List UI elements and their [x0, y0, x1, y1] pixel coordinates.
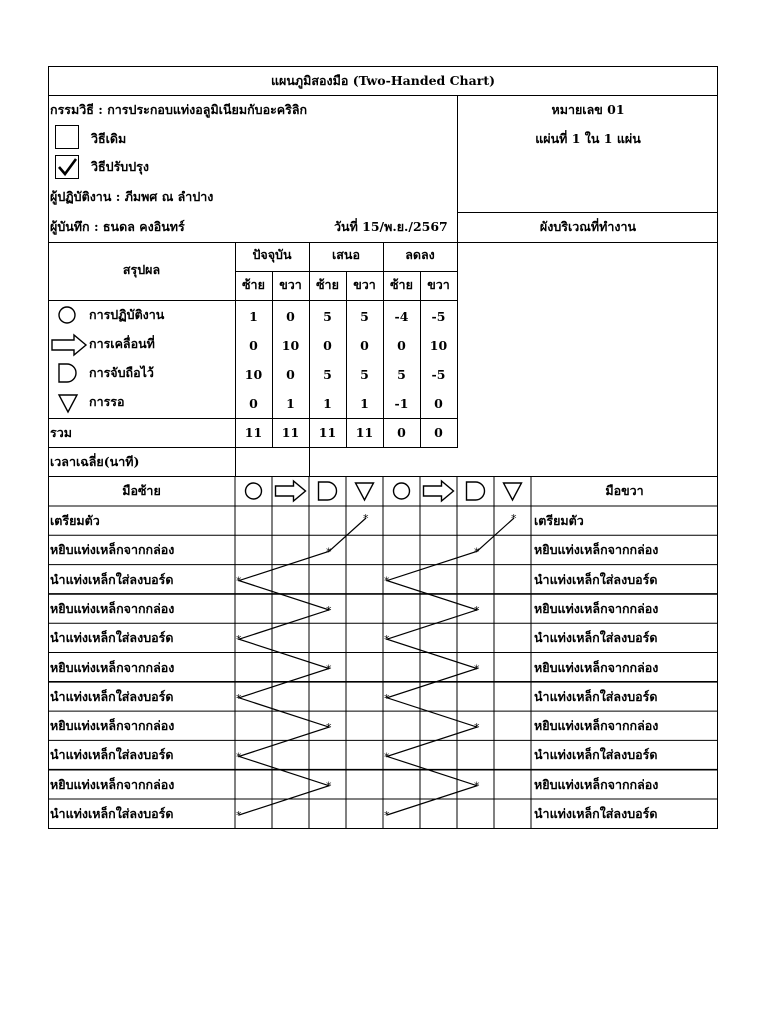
left-hand-activity: หยิบแท่งเหล็กจากกล่อง: [50, 659, 175, 675]
group-current: ปัจจุบัน: [252, 247, 292, 262]
right-hand-activity: หยิบแท่งเหล็กจากกล่อง: [534, 659, 659, 675]
left-hand-activity: เตรียมตัว: [50, 513, 100, 528]
point-marker: *: [326, 721, 332, 735]
summary-value: 10: [244, 367, 263, 382]
delay-label: การรอ: [89, 394, 125, 409]
point-marker: *: [474, 779, 480, 793]
right-hand-activity: หยิบแท่งเหล็กจากกล่อง: [534, 542, 659, 558]
right-hand-activity: นำแท่งเหล็กใส่ลงบอร์ด: [534, 571, 658, 587]
right-hand-header: มือขวา: [605, 483, 644, 498]
right-hand-activity: หยิบแท่งเหล็กจากกล่อง: [534, 718, 659, 734]
point-marker: *: [326, 662, 332, 676]
col-right-1: ขวา: [279, 277, 302, 292]
summary-value: 0: [434, 396, 443, 411]
summary-value: 5: [323, 309, 332, 324]
col-left-3: ซ้าย: [390, 277, 413, 292]
summary-value: 0: [397, 338, 406, 353]
right-hand-activity: นำแท่งเหล็กใส่ลงบอร์ด: [534, 747, 658, 763]
summary-value: -4: [394, 309, 409, 324]
col-left-2: ซ้าย: [316, 277, 339, 292]
hold-label: การจับถือไว้: [89, 365, 154, 380]
summary-value: 11: [281, 425, 300, 440]
point-marker: *: [326, 603, 332, 617]
left-hand-activity: นำแท่งเหล็กใส่ลงบอร์ด: [50, 806, 174, 821]
left-hand-activity: นำแท่งเหล็กใส่ลงบอร์ด: [50, 571, 174, 587]
summary-value: -5: [431, 309, 446, 324]
group-proposed: เสนอ: [332, 247, 360, 262]
point-marker: *: [363, 512, 369, 525]
right-hand-motion-path: [384, 512, 517, 822]
arrow-right-icon: [424, 481, 454, 501]
left-hand-activity: หยิบแท่งเหล็กจากกล่อง: [50, 776, 175, 792]
summary-value: 5: [397, 367, 406, 382]
transport-label: การเคลื่อนที่: [89, 336, 155, 351]
summary-value: 11: [318, 425, 337, 440]
summary-value: 11: [244, 425, 263, 440]
recorder-label: ผู้บันทึก : ธนดล คงอินทร์: [50, 219, 185, 234]
total-label: รวม: [50, 425, 72, 440]
operation-label: การปฏิบัติงาน: [89, 307, 165, 322]
summary-value: 0: [249, 396, 258, 411]
method-label: กรรมวิธี : การประกอบแท่งอลูมิเนียมกับอะคริลิก: [50, 102, 308, 117]
point-marker: *: [511, 512, 517, 525]
triangle-down-icon: [356, 483, 374, 500]
circle-icon: [394, 483, 410, 499]
summary-value: 0: [249, 338, 258, 353]
left-hand-activity: นำแท่งเหล็กใส่ลงบอร์ด: [50, 688, 174, 704]
left-hand-activity: หยิบแท่งเหล็กจากกล่อง: [50, 600, 175, 616]
date-label: วันที่ 15/พ.ย./2567: [334, 219, 448, 234]
col-left-1: ซ้าย: [242, 277, 265, 292]
point-marker: *: [236, 633, 242, 647]
point-marker: *: [326, 779, 332, 793]
summary-value: 0: [286, 309, 295, 324]
new-method-label: วิธีปรับปรุง: [91, 159, 149, 174]
hold-d-icon: [319, 482, 337, 500]
summary-value: 0: [397, 425, 406, 440]
summary-value: 5: [360, 309, 369, 324]
operator-label: ผู้ปฏิบัติงาน : ภีมพศ ณ ลำปาง: [50, 189, 214, 204]
summary-value: 11: [355, 425, 374, 440]
point-marker: *: [384, 574, 390, 588]
chart-number: หมายเลข 01: [551, 102, 625, 117]
point-marker: *: [384, 633, 390, 647]
summary-value: 1: [249, 309, 258, 324]
point-marker: *: [474, 603, 480, 617]
summary-value: 1: [323, 396, 332, 411]
right-hand-activity: นำแท่งเหล็กใส่ลงบอร์ด: [534, 630, 658, 646]
right-hand-activity: นำแท่งเหล็กใส่ลงบอร์ด: [534, 688, 658, 704]
summary-value: 10: [429, 338, 448, 353]
point-marker: *: [236, 574, 242, 588]
group-reduced: ลดลง: [405, 247, 435, 262]
summary-value: 1: [360, 396, 369, 411]
point-marker: *: [384, 809, 390, 822]
summary-title: สรุปผล: [122, 262, 161, 277]
left-hand-activity: นำแท่งเหล็กใส่ลงบอร์ด: [50, 747, 174, 763]
right-hand-activity: เตรียมตัว: [534, 513, 584, 528]
point-marker: *: [326, 545, 332, 559]
summary-value: 0: [360, 338, 369, 353]
summary-value: 0: [323, 338, 332, 353]
sheet-number: แผ่นที่ 1 ใน 1 แผ่น: [535, 131, 641, 146]
summary-value: 5: [360, 367, 369, 382]
point-marker: *: [236, 809, 242, 822]
left-hand-activity: นำแท่งเหล็กใส่ลงบอร์ด: [50, 630, 174, 646]
left-hand-header: มือซ้าย: [122, 483, 161, 498]
right-hand-activity: หยิบแท่งเหล็กจากกล่อง: [534, 776, 659, 792]
summary-value: 0: [286, 367, 295, 382]
right-hand-activity: หยิบแท่งเหล็กจากกล่อง: [534, 600, 659, 616]
circle-icon: [246, 483, 262, 499]
point-marker: *: [236, 750, 242, 764]
page-title: แผนภูมิสองมือ (Two-Handed Chart): [270, 73, 496, 88]
left-hand-motion-path: [236, 512, 369, 822]
workplace-label: ผังบริเวณที่ทำงาน: [539, 219, 637, 234]
summary-value: 10: [281, 338, 300, 353]
summary-value: -1: [394, 396, 409, 411]
old-method-label: วิธีเดิม: [91, 131, 127, 146]
point-marker: *: [474, 721, 480, 735]
hold-d-icon: [467, 482, 485, 500]
left-hand-activity: หยิบแท่งเหล็กจากกล่อง: [50, 718, 175, 734]
summary-value: 5: [323, 367, 332, 382]
point-marker: *: [384, 691, 390, 705]
summary-value: 1: [286, 396, 295, 411]
triangle-down-icon: [504, 483, 522, 500]
point-marker: *: [236, 691, 242, 705]
point-marker: *: [474, 545, 480, 559]
point-marker: *: [474, 662, 480, 676]
col-right-3: ขวา: [427, 277, 450, 292]
left-hand-activity: หยิบแท่งเหล็กจากกล่อง: [50, 542, 175, 558]
col-right-2: ขวา: [353, 277, 376, 292]
summary-value: -5: [431, 367, 446, 382]
avg-time-label: เวลาเฉลี่ย(นาที): [50, 454, 140, 469]
summary-value: 0: [434, 425, 443, 440]
point-marker: *: [384, 750, 390, 764]
arrow-right-icon: [276, 481, 306, 501]
right-hand-activity: นำแท่งเหล็กใส่ลงบอร์ด: [534, 806, 658, 821]
